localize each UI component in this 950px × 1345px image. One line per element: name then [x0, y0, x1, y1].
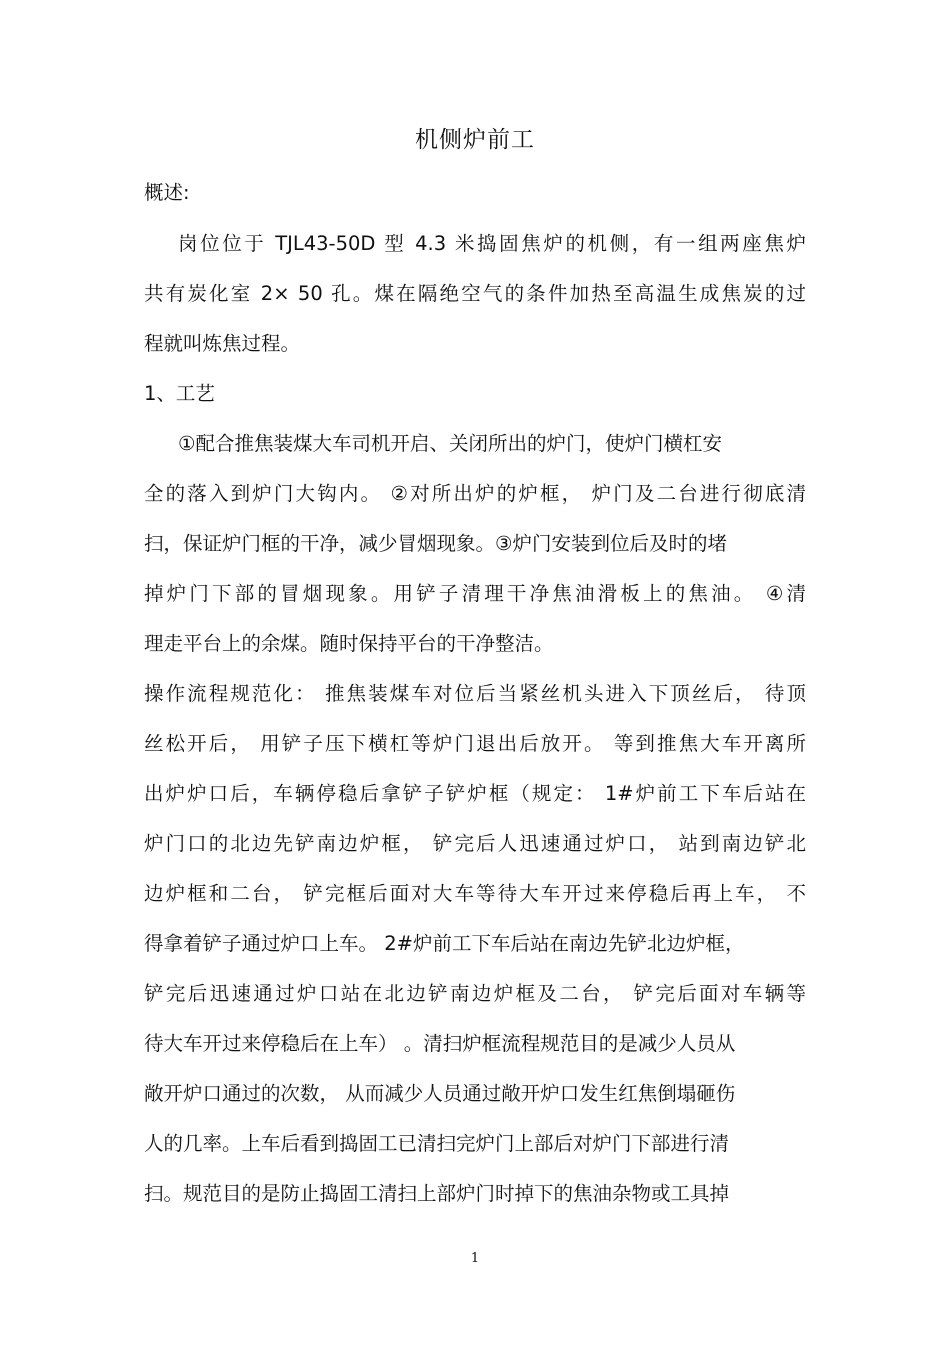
flow-line: 边炉框和二台， 铲完框后面对大车等待大车开过来停稳后再上车， 不 — [144, 882, 806, 905]
process-line: ①配合推焦装煤大车司机开启、关闭所出的炉门，使炉门横杠安 — [178, 432, 722, 455]
overview-line: 程就叫炼焦过程。 — [144, 332, 301, 355]
flow-line: 得拿着铲子通过炉口上车。 2#炉前工下车后站在南边先铲北边炉框， — [144, 932, 745, 955]
process-line: 扫，保证炉门框的干净，减少冒烟现象。③炉门安装到位后及时的堵 — [144, 532, 727, 555]
page-number: 1 — [470, 1251, 480, 1266]
flow-line: 扫。规范目的是防止捣固工清扫上部炉门时掉下的焦油杂物或工具掉 — [144, 1182, 730, 1205]
flow-line: 炉门口的北边先铲南边炉框， 铲完后人迅速通过炉口， 站到南边铲北 — [144, 832, 806, 855]
flow-line: 人的几率。上车后看到捣固工已清扫完炉门上部后对炉门下部进行清 — [144, 1132, 730, 1155]
process-line: 掉炉门下部的冒烟现象。用铲子清理干净焦油滑板上的焦油。 ④清 — [144, 582, 806, 605]
section-heading-process: 1、工艺 — [144, 382, 215, 405]
document-title: 机侧炉前工 — [415, 127, 535, 153]
flow-line: 铲完后迅速通过炉口站在北边铲南边炉框及二台， 铲完后面对车辆等 — [144, 982, 806, 1005]
flow-line: 出炉炉口后，车辆停稳后拿铲子铲炉框（规定： 1#炉前工下车后站在 — [144, 782, 806, 805]
process-line: 理走平台上的余煤。随时保持平台的干净整洁。 — [144, 632, 554, 655]
overview-line: 共有炭化室 2× 50 孔。煤在隔绝空气的条件加热至高温生成焦炭的过 — [144, 282, 806, 305]
overview-heading: 概述: — [144, 181, 190, 204]
flow-line: 丝松开后， 用铲子压下横杠等炉门退出后放开。 等到推焦大车开离所 — [144, 732, 806, 755]
process-line: 全的落入到炉门大钩内。 ②对所出炉的炉框， 炉门及二台进行彻底清 — [144, 482, 806, 505]
overview-line: 岗位位于 TJL43-50D 型 4.3 米捣固焦炉的机侧，有一组两座焦炉 — [178, 232, 806, 255]
flow-line: 敞开炉口通过的次数， 从而减少人员通过敞开炉口发生红焦倒塌砸伤 — [144, 1082, 736, 1105]
flow-line: 操作流程规范化： 推焦装煤车对位后当紧丝机头进入下顶丝后， 待顶 — [144, 682, 806, 705]
flow-line: 待大车开过来停稳后在上车） 。清扫炉框流程规范目的是减少人员从 — [144, 1032, 736, 1055]
